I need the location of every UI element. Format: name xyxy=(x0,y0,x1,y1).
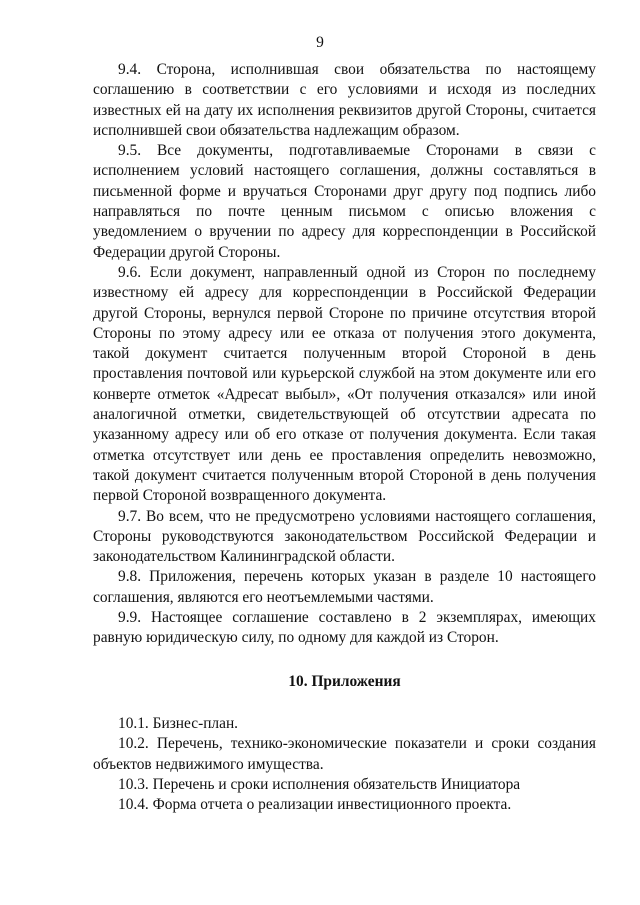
paragraph-9-6: 9.6. Если документ, направленный одной из Сторон по последнему известному ей адресу для корреспонденции в Российской Федерации другой Стороны, вернулся первой Стороне по причине отсутствия второй Стороны по этому адресу или ее отказа от получения этого документа, такой документ считается полученным второй Стороной в день проставления почтовой или курьерской службой на этом документе или его конверте отметок «Адресат выбыл», «От получения отказался» или иной аналогичной отметки, свидетельствующей об отсутствии адресата по указанному адресу или об его отказе от получения документа. Если такая отметка отсутствует или день ее проставления определить невозможно, такой документ считается полученным второй Стороной в день получения первой Стороной возвращенного документа. xyxy=(93,263,596,505)
paragraph-9-4: 9.4. Сторона, исполнившая свои обязательства по настоящему соглашению в соответствии с его условиями и исходя из последних известных ей на дату их исполнения реквизитов другой Стороны, считается исполнившей свои обязательства надлежащим образом. xyxy=(93,61,596,139)
paragraph-9-9: 9.9. Настоящее соглашение составлено в 2 экземплярах, имеющих равную юридическую силу, по одному для каждой из Сторон. xyxy=(93,609,596,647)
appendix-item-10-1: 10.1. Бизнес-план. xyxy=(118,714,239,732)
appendix-item-10-2: 10.2. Перечень, технико-экономические показатели и сроки создания объектов недвижимого имущества. xyxy=(93,735,596,773)
paragraph-9-5: 9.5. Все документы, подготавливаемые Сторонами в связи с исполнением условий настоящего соглашения, должны составляться в письменной форме и вручаться Сторонами друг другу под подпись либо направляться по почте ценным письмом с описью вложения с уведомлением о вручении по адресу для корреспонденции в Российской Федерации другой Стороны. xyxy=(93,142,596,261)
document-body xyxy=(93,60,596,815)
appendix-item-10-4: 10.4. Форма отчета о реализации инвестиционного проекта. xyxy=(118,796,512,814)
appendix-item-10-3: 10.3. Перечень и сроки исполнения обязательств Инициатора xyxy=(118,775,521,793)
section-heading-appendices: 10. Приложения xyxy=(288,672,401,690)
page-number: 9 xyxy=(316,34,324,51)
paragraph-9-8: 9.8. Приложения, перечень которых указан в разделе 10 настоящего соглашения, являются его неотъемлемыми частями. xyxy=(93,568,596,606)
paragraph-9-7: 9.7. Во всем, что не предусмотрено условиями настоящего соглашения, Стороны руководствуются законодательством Российской Федерации и законодательством Калининградской области. xyxy=(93,507,596,566)
